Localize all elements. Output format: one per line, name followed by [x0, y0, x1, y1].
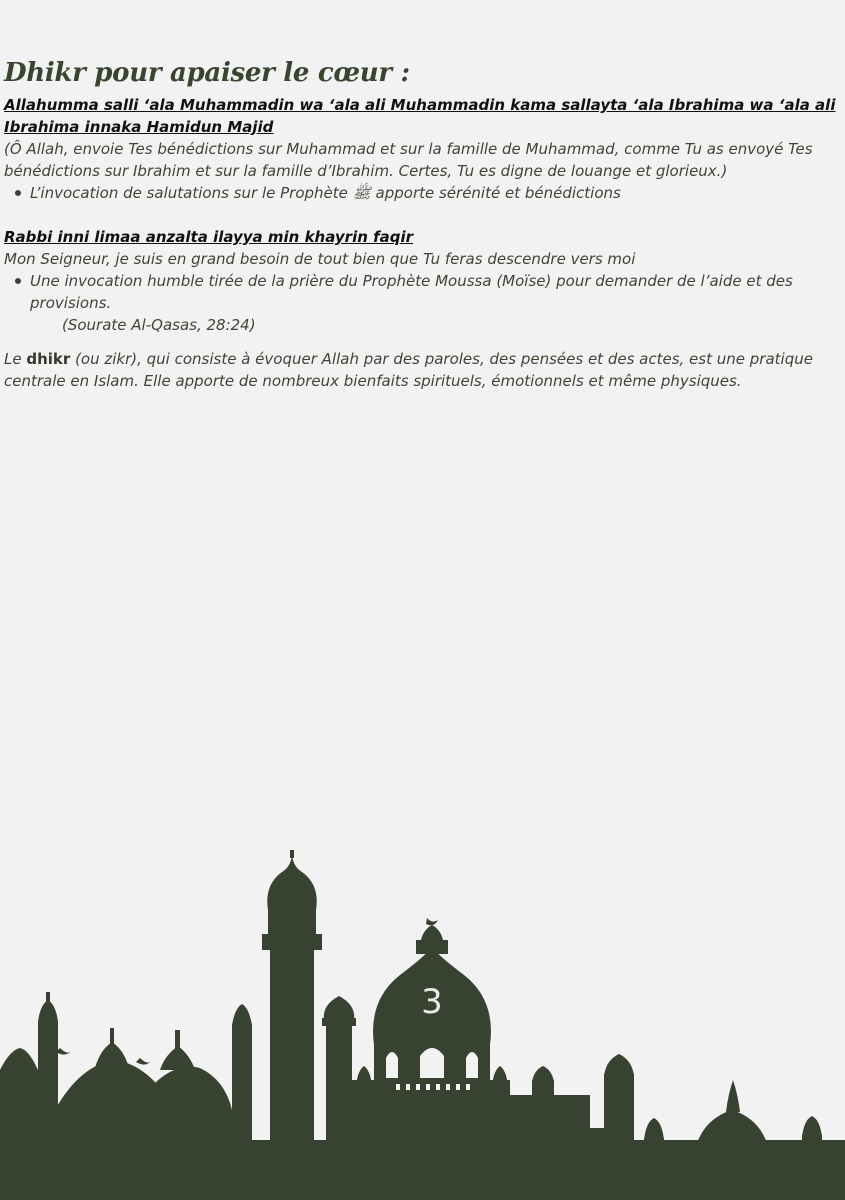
dua2-transliteration: Rabbi inni limaa anzalta ilayya min khayrin faqir: [4, 228, 414, 246]
dua2-bullet: Une invocation humble tirée de la prière du Prophète Moussa (Moïse) pour demander de l’aide et des provisions.: [30, 270, 839, 314]
closing-bold-term: dhikr: [26, 350, 71, 368]
dua2-translation: Mon Seigneur, je suis en grand besoin de tout bien que Tu feras descendre vers moi: [4, 250, 636, 268]
mosque-skyline-illustration: [0, 850, 845, 1200]
closing-suffix: (ou zikr), qui consiste à évoquer Allah par des paroles, des pensées et des actes, est une pratique centrale en Islam. Elle apporte de nombreux bienfaits spirituels, émotionnels et même physiques.: [4, 350, 813, 390]
spacer: [4, 336, 839, 348]
dua2-reference: (Sourate Al-Qasas, 28:24): [62, 316, 256, 334]
closing-prefix: Le: [4, 350, 27, 368]
page-content: [4, 56, 839, 392]
dua1-translation: (Ô Allah, envoie Tes bénédictions sur Muhammad et sur la famille de Muhammad, comme Tu as envoyé Tes bénédictions sur Ibrahim et sur la famille d’Ibrahim. Certes, Tu es digne de louange et glorieux.): [4, 140, 813, 180]
dua1-transliteration: Allahumma salli ‘ala Muhammadin wa ‘ala ali Muhammadin kama sallayta ‘ala Ibrahima wa ‘ala ali Ibrahima innaka Hamidun Majid: [4, 96, 836, 136]
dua1-notes: [4, 182, 839, 204]
spacer: [4, 204, 839, 226]
page-number: 3: [421, 982, 443, 1022]
dua1-bullet: L’invocation de salutations sur le Prophète ﷺ apporte sérénité et bénédictions: [30, 182, 839, 204]
page-title: Dhikr pour apaiser le cœur :: [4, 58, 410, 88]
closing-paragraph: [4, 348, 839, 392]
dua2-notes: [4, 270, 839, 314]
